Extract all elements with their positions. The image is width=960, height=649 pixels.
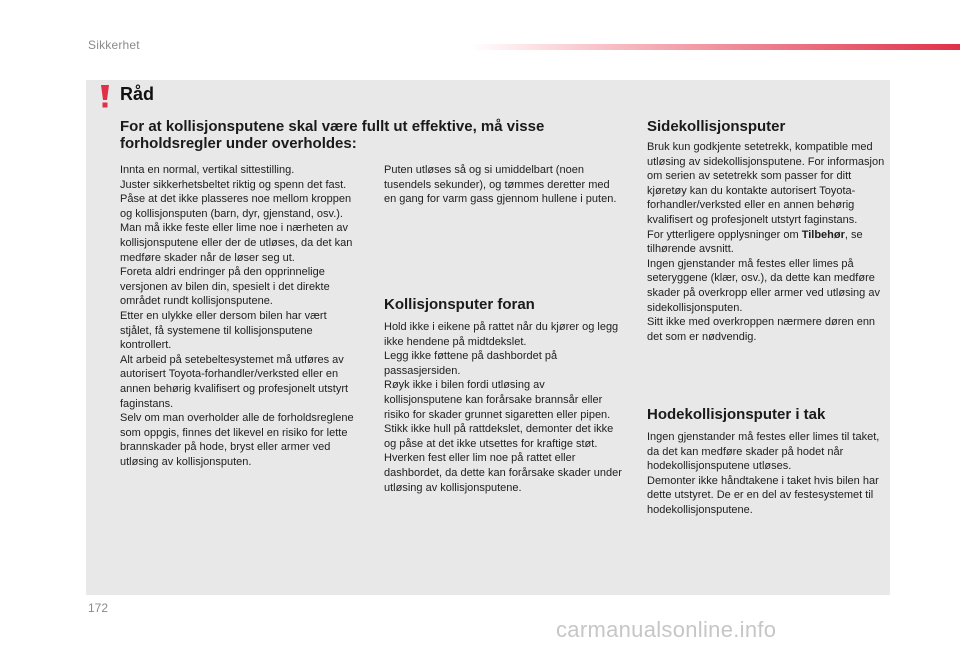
front-line: Legg ikke føttene på dashbordet på passasjersiden. [384, 350, 558, 377]
deployment-paragraph: Puten utløses så og si umiddelbart (noen tusendels sekunder), og tømmes deretter med en gang for varm gass gjennom hullene i puten. [384, 164, 617, 206]
panel-title: Råd [120, 84, 155, 104]
accessories-reference: Tilbehør [801, 228, 845, 241]
front-airbags-heading: Kollisjonsputer foran [384, 296, 535, 313]
side-text: , se tilhørende avsnitt. [647, 228, 863, 256]
curtain-airbags-heading: Hodekollisjonsputer i tak [647, 406, 826, 423]
header-accent-bar [470, 44, 960, 50]
section-header: Sikkerhet [88, 38, 140, 52]
side-paragraph: Ingen gjenstander må festes eller limes på seteryggene (klær, osv.), da dette kan medføre skader på overkropp eller armer ved utløsing av sidekollisjonsputen. [647, 257, 880, 314]
advice-line: Selv om man overholder alle de forholdsreglene som oppgis, finnes det likevel en risiko for lette brannskader på hode, bryst eller armer ved utløsing av kollisjonsputen. [120, 412, 354, 468]
general-advice-text [120, 163, 355, 469]
advice-line: Påse at det ikke plasseres noe mellom kroppen og kollisjonsputen (barn, dyr, gjenstand, osv.). Man må ikke feste eller lime noe i nærheten av kollisjonsputene eller der de utløses, da det kan medføre skader når de løser seg ut. [120, 193, 353, 264]
exclamation-icon [98, 84, 112, 108]
side-paragraph: Sitt ikke med overkroppen nærmere døren enn det som er nødvendig. [647, 316, 876, 343]
front-airbags-text [384, 320, 624, 495]
advice-line: Foreta aldri endringer på den opprinnelige versjonen av bilen din, spesielt i det direkte området rundt kollisjonsputene. [120, 266, 330, 308]
side-paragraph: Bruk kun godkjente setetrekk, kompatible med utløsing av sidekollisjonsputene. For informasjon om serien av setetrekk som passer for ditt kjøretøy kan du kontakte autorisert Toyota-forhandler/verksted eller en annen behørig kvalifisert og profesjonelt utstyrt faginstans. [647, 141, 885, 226]
deployment-text [384, 163, 624, 207]
advice-line: Juster sikkerhetsbeltet riktig og spenn det fast. [120, 178, 347, 191]
roof-line: Ingen gjenstander må festes eller limes til taket, da det kan medføre skader på hodet når hodekollisjonsputene utløses. [647, 431, 880, 473]
roof-line: Demonter ikke håndtakene i taket hvis bilen har dette utstyret. De er en del av festesystemet til hodekollisjonsputene. [647, 474, 879, 516]
side-text: For ytterligere opplysninger om [647, 228, 802, 241]
side-airbags-text [647, 140, 887, 344]
front-line: Stikk ikke hull på rattdekslet, demonter det ikke og påse at det ikke utsettes for kraftige støt. [384, 423, 614, 450]
front-line: Røyk ikke i bilen fordi utløsing av kollisjonsputene kan forårsake brannsår eller risiko for skader grunnet sigaretten eller pipen. [384, 379, 611, 421]
side-airbags-heading: Sidekollisjonsputer [647, 118, 786, 135]
front-line: Hold ikke i eikene på rattet når du kjører og legg ikke hendene på midtdekslet. [384, 321, 619, 348]
advice-line: Innta en normal, vertikal sittestilling. [120, 164, 295, 176]
curtain-airbags-text [647, 430, 887, 518]
main-heading: For at kollisjonsputene skal være fullt ut effektive, må visse forholdsregler under overholdes: [120, 118, 545, 152]
advice-line: Alt arbeid på setebeltesystemet må utføres av autorisert Toyota-forhandler/verksted eller en annen behørig kvalifisert og profesjonelt utstyrt faginstans. [120, 353, 349, 410]
page-number: 172 [88, 601, 109, 615]
advice-line: Etter en ulykke eller dersom bilen har vært stjålet, få systemene til kollisjonsputene kontrollert. [120, 309, 327, 352]
watermark: carmanualsonline.info [556, 617, 777, 642]
front-line: Hverken fest eller lim noe på rattet eller dashbordet, da dette kan forårsake skader under utløsing av kollisjonsputene. [384, 452, 622, 494]
side-paragraph [647, 228, 887, 257]
